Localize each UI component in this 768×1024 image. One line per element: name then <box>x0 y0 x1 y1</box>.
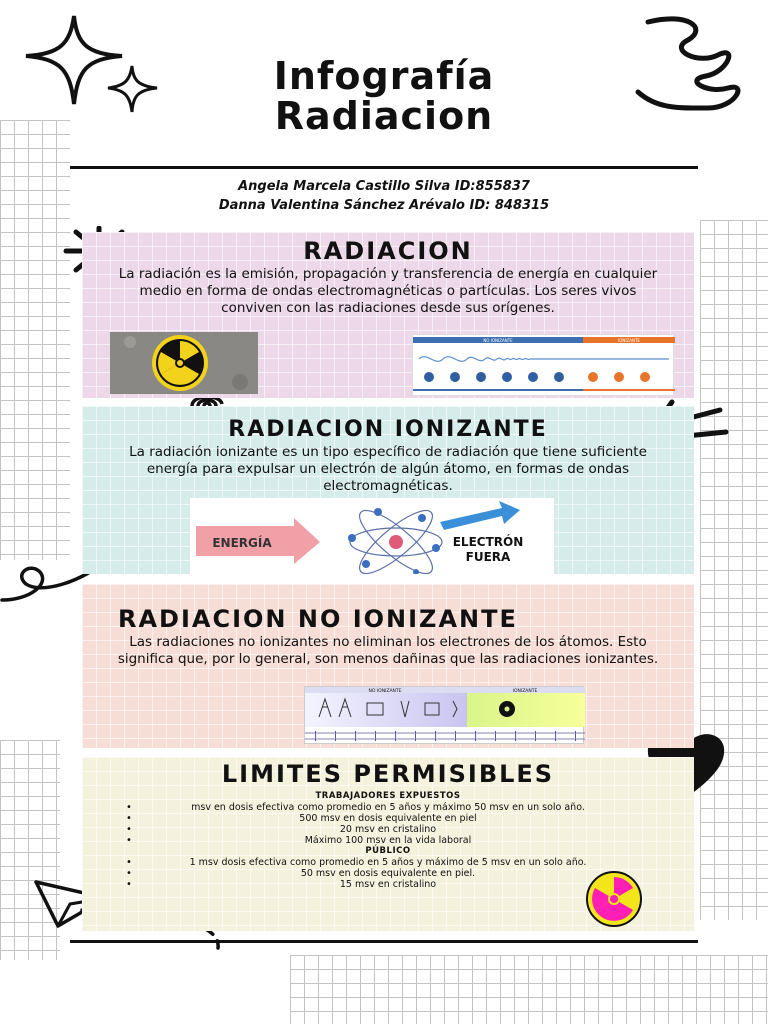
author-1: Angela Marcela Castillo Silva ID:855837 <box>238 179 530 194</box>
workers-heading: TRABAJADORES EXPUESTOS <box>315 791 461 801</box>
radiation-sign-photo <box>110 332 258 394</box>
grid-pattern-bottom <box>290 955 768 1024</box>
section-limites <box>82 757 694 931</box>
public-item-1: • 1 msv dosis efectiva como promedio en 5 años y máximo de 5 msv en un solo año. <box>82 857 694 868</box>
bottom-divider <box>70 940 698 943</box>
workers-item-3: • 20 msv en cristalino <box>82 824 694 835</box>
radiation-trefoil-icon <box>110 332 258 394</box>
workers-item-2: • 500 msv en dosis equivalente en piel <box>82 813 694 824</box>
page-title-line1: Infografía <box>273 54 495 98</box>
spectrum-label-ionizante: IONIZANTE <box>618 338 640 343</box>
public-item-2: • 50 msv en dosis equivalente en piel. <box>82 868 694 879</box>
public-item-3: • 15 msv en cristalino <box>82 879 694 890</box>
page-title-line2: Radiacion <box>274 94 494 138</box>
chart-label-ionizante: IONIZANTE <box>512 689 538 694</box>
radiation-trefoil-magenta-icon <box>566 871 662 927</box>
section-radiacion <box>82 232 694 398</box>
workers-item-1: • msv en dosis efectiva como promedio en 5 años y máximo 50 msv en un solo año. <box>82 802 694 813</box>
section-no-ionizante-body: Las radiaciones no ionizantes no eliminan los electrones de los átomos. Esto significa que, por lo general, son menos dañinas que las radiaciones ionizantes. <box>117 634 659 667</box>
author-2: Danna Valentina Sánchez Arévalo ID: 848315 <box>218 198 550 213</box>
section-no-ionizante <box>82 584 694 748</box>
section-ionizante-body: La radiación ionizante es un tipo específico de radiación que tiene suficiente energía para expulsar un electrón de algún átomo, en formas de ondas electromagnéticas. <box>129 444 647 494</box>
public-heading: PÚBLICO <box>365 846 411 856</box>
authors-block <box>0 177 768 215</box>
spectrum-diagram <box>412 334 674 396</box>
grid-pattern-right <box>700 220 768 920</box>
energy-label: ENERGÍA <box>212 536 272 550</box>
workers-item-4: • Máximo 100 msv en la vida laboral <box>82 835 694 846</box>
ionization-diagram <box>190 498 554 574</box>
section-ionizante-title: RADIACION IONIZANTE <box>228 417 548 442</box>
section-ionizante <box>82 406 694 574</box>
chart-label-no-ionizante: NO IONIZANTE <box>368 689 402 694</box>
section-radiacion-title: RADIACION <box>303 237 473 265</box>
top-divider <box>70 166 698 169</box>
no-ionizante-spectrum-chart <box>304 686 584 744</box>
electron-label-line2: FUERA <box>465 550 511 564</box>
section-no-ionizante-title: RADIACION NO IONIZANTE <box>118 605 518 633</box>
electron-label-line1: ELECTRÓN <box>452 535 524 549</box>
section-radiacion-body: La radiación es la emisión, propagación y transferencia de energía en cualquier medio en forma de ondas electromagnéticas o partículas. Los seres vivos conviven con las radiaciones desde sus orígenes. <box>118 266 658 316</box>
spectrum-label-no-ionizante: NO IONIZANTE <box>483 338 513 343</box>
section-limites-title: LIMITES PERMISIBLES <box>221 760 555 788</box>
